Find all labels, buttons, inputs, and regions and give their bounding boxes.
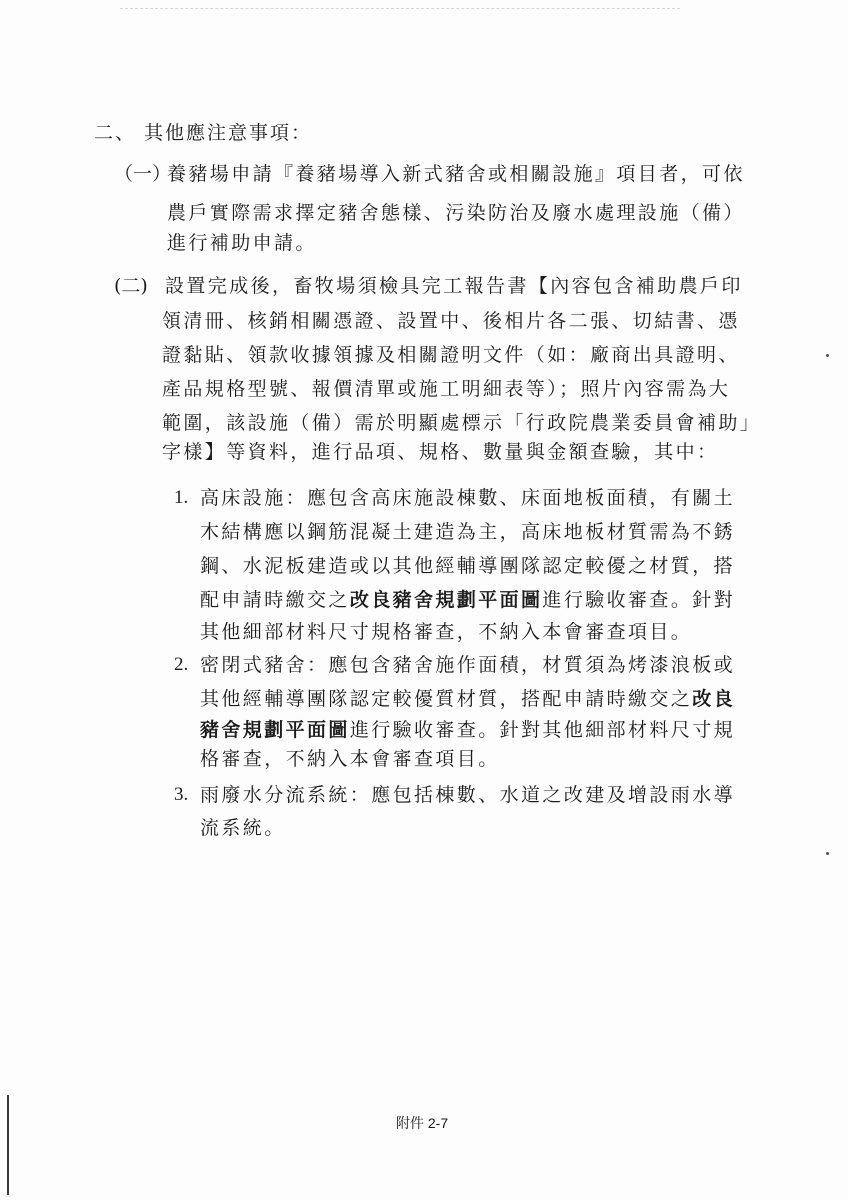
subitem-text: 配申請時繳交之 xyxy=(200,589,350,611)
subitem-line: 流系統。 xyxy=(200,817,286,839)
scan-speck xyxy=(826,354,829,357)
item-2-line: 領清冊、核銷相關憑證、設置中、後相片各二張、切結書、憑 xyxy=(162,310,740,332)
subitem-number: 2. xyxy=(174,654,189,675)
bold-term: 豬舍規劃平面圖 xyxy=(200,719,350,741)
bold-term: 改良 xyxy=(692,688,736,710)
subitem-line: 木結構應以鋼筋混凝土建造為主，高床地板材質需為不銹 xyxy=(200,521,736,543)
item-1-label: （一） xyxy=(114,163,172,185)
section-heading: 二、 其他應注意事項： xyxy=(94,122,313,144)
item-1-line: 進行補助申請。 xyxy=(167,232,317,254)
item-2-line: 範圍，該設施（備）需於明顯處標示「行政院農業委員會補助」 xyxy=(162,412,762,434)
subitem-line: 高床設施：應包含高床施設棟數、床面地板面積，有關土 xyxy=(200,487,736,509)
page-footer: 附件 2-7 xyxy=(396,1115,449,1131)
subitem-line: 其他細部材料尺寸規格審查，不納入本會審查項目。 xyxy=(200,621,693,643)
item-1-line: 養豬場申請『養豬場導入新式豬舍或相關設施』項目者，可依 xyxy=(167,163,745,185)
subitem-line xyxy=(200,687,735,711)
subitem-number: 1. xyxy=(174,487,189,508)
subitem-number: 3. xyxy=(174,784,189,805)
item-2-line: 字樣】等資料，進行品項、規格、數量與金額查驗，其中： xyxy=(162,441,719,463)
subitem-line: 格審查，不納入本會審查項目。 xyxy=(200,748,500,770)
bold-term: 改良豬舍規劃平面圖 xyxy=(349,589,543,611)
item-2-line: 證黏貼、領款收據領據及相關證明文件（如：廠商出具證明、 xyxy=(162,344,740,366)
scan-artifact-left-edge xyxy=(7,1095,9,1195)
subitem-text: 進行驗收審查。針對 xyxy=(542,589,736,611)
item-2-label: (二) xyxy=(114,275,148,297)
subitem-text: 其他經輔導團隊認定較優質材質，搭配申請時繳交之 xyxy=(200,688,693,710)
subitem-text: 進行驗收審查。針對其他細部材料尺寸規 xyxy=(349,719,736,741)
subitem-line xyxy=(200,588,735,612)
subitem-line: 密閉式豬舍：應包含豬舍施作面積，材質須為烤漆浪板或 xyxy=(200,654,736,676)
scan-speck xyxy=(826,852,829,855)
scan-artifact-top xyxy=(120,8,680,12)
subitem-line: 雨廢水分流系統：應包括棟數、水道之改建及增設雨水導 xyxy=(200,784,736,806)
item-1-line: 農戶實際需求擇定豬舍態樣、污染防治及廢水處理設施（備） xyxy=(167,202,745,224)
subitem-line xyxy=(200,718,735,742)
item-2-line: 產品規格型號、報價清單或施工明細表等）；照片內容需為大 xyxy=(162,378,731,400)
item-2-line: 設置完成後，畜牧場須檢具完工報告書【內容包含補助農戶印 xyxy=(165,275,743,297)
subitem-line: 鋼、水泥板建造或以其他經輔導團隊認定較優之材質，搭 xyxy=(200,555,736,577)
